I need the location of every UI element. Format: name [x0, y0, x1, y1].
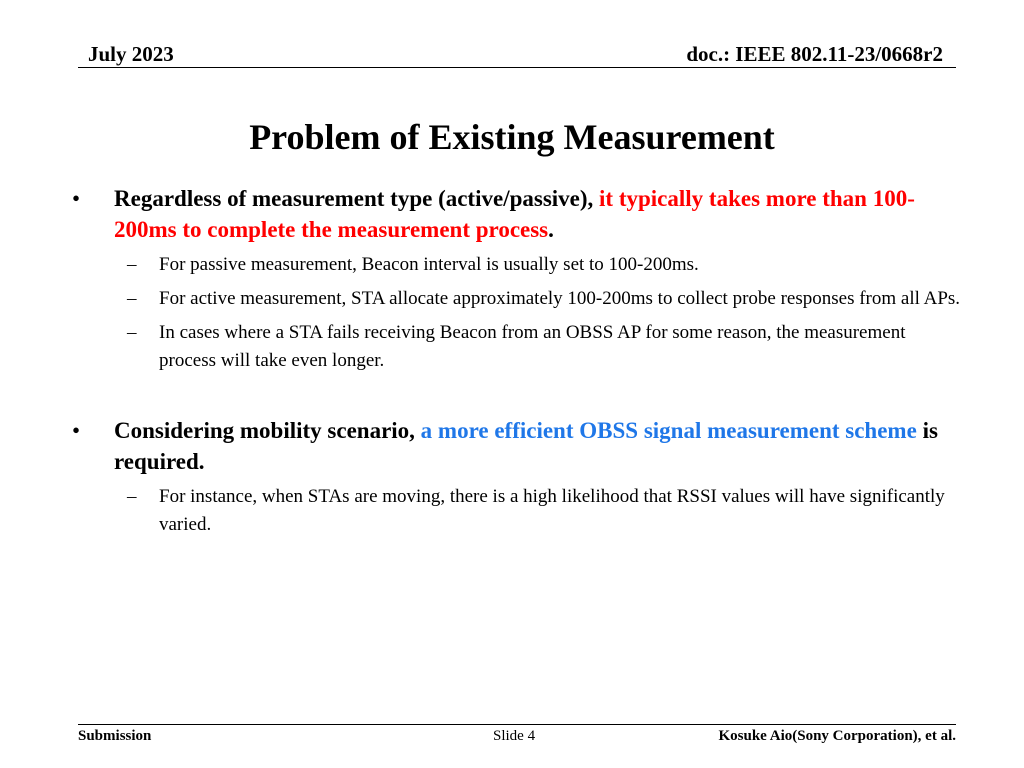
bullet-1-lead: Regardless of measurement type (active/passive),: [114, 186, 600, 211]
header-divider: [78, 67, 956, 68]
footer-submission: Submission: [78, 728, 152, 744]
sub-bullet: [72, 285, 962, 313]
header-date: July 2023: [88, 42, 174, 66]
bullet-1-highlight: it typically takes more than 100-200ms to complete the measurement process: [114, 186, 915, 242]
sub-bullet: [72, 483, 962, 539]
slide-title: Problem of Existing Measurement: [249, 117, 775, 157]
bullet-1-tail: .: [548, 217, 554, 242]
bullet-1: [72, 183, 962, 245]
header-doc-id: doc.: IEEE 802.11-23/0668r2: [686, 42, 943, 66]
slide-body: [72, 183, 962, 539]
footer-divider: [78, 724, 956, 725]
bullet-2-tail: is required.: [114, 418, 938, 474]
bullet-glyph: •: [72, 186, 81, 211]
bullet-2-lead: Considering mobility scenario,: [114, 418, 421, 443]
sub-bullet: [72, 251, 962, 279]
bullet-glyph: •: [72, 418, 81, 443]
sub-bullet-text: In cases where a STA fails receiving Beacon from an OBSS AP for some reason, the measurement process will take even longer.: [159, 322, 906, 371]
dash-glyph: –: [127, 254, 137, 275]
dash-glyph: –: [127, 486, 137, 507]
sub-bullet-text: For active measurement, STA allocate approximately 100-200ms to collect probe responses from all APs.: [159, 288, 961, 309]
bullet-2-highlight: a more efficient OBSS signal measurement scheme: [420, 418, 917, 443]
footer-slide-number: Slide 4: [493, 728, 536, 744]
bullet-2: [72, 415, 962, 477]
sub-bullet-text: For passive measurement, Beacon interval is usually set to 100-200ms.: [159, 254, 699, 275]
sub-bullet-text: For instance, when STAs are moving, there is a high likelihood that RSSI values will have significantly varied.: [159, 486, 945, 535]
footer-author: Kosuke Aio(Sony Corporation), et al.: [718, 728, 956, 744]
dash-glyph: –: [127, 322, 137, 343]
sub-bullet: [72, 319, 962, 375]
dash-glyph: –: [127, 288, 137, 309]
